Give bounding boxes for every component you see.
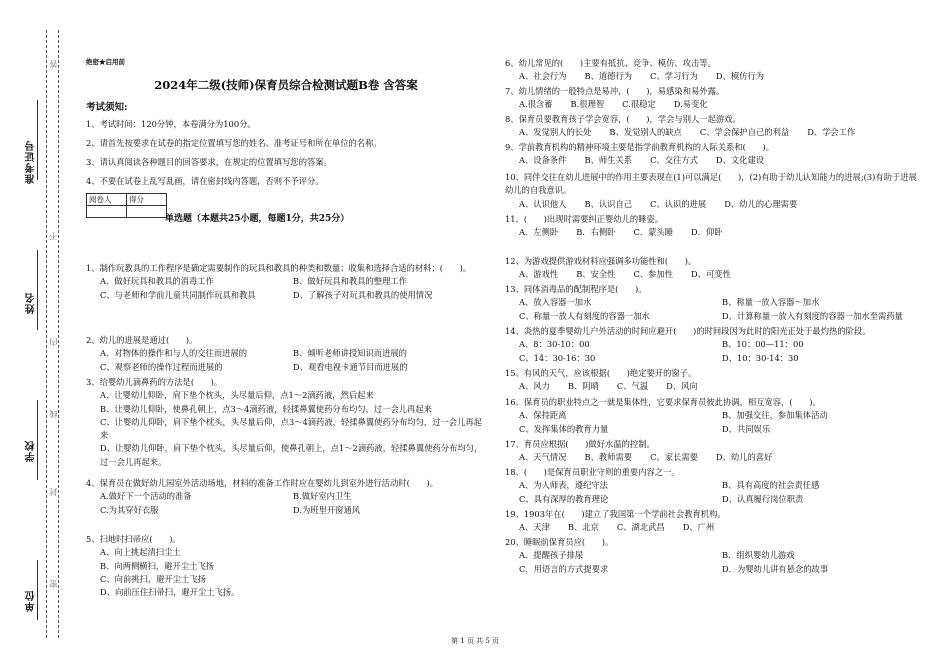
question-stem: 4、保育员在做好幼儿园室外活动场地，材料的准备工作时应在婴幼儿到室外进行活动时( )。 [86,478,438,488]
option[interactable]: B.很理智 [570,99,605,110]
option[interactable]: B、让婴幼儿仰卧，使鼻孔朝上，点3～4滴药液，轻揉鼻翼使药分布均匀，过一会儿再起来 [100,403,432,414]
option[interactable]: C、学习行为 [650,71,698,82]
question-20 [505,536,925,576]
option[interactable]: C、认识的进展 [650,198,707,209]
question-stem: 7、幼儿情绪的一般特点是易冲，( )，易感染和易外露。 [505,86,725,96]
option[interactable]: D、共同娱乐 [722,423,771,434]
option[interactable]: B、认识自己 [584,198,633,209]
question-3 [86,376,486,469]
option[interactable]: D、广州 [682,522,715,533]
question-stem: 5、扫地时扫帚应( )。 [86,534,181,544]
question-stem: 17、育员应根据( )做好水温的控制。 [505,439,655,449]
question-stem: 8、保育员要教育孩子学会宽容，( )，学会与别人一起游戏。 [505,114,741,124]
option[interactable]: D、认真履行岗位职责 [722,493,804,504]
question-11 [505,213,925,240]
option[interactable]: B、具有高度的社会责任感 [722,480,820,491]
question-18 [505,466,925,506]
option[interactable]: A.很含蓄 [519,99,553,110]
question-stem: 12、为游戏提供游戏材料应强调多功能性和( )。 [505,256,697,266]
option[interactable]: B、教师需要 [584,452,633,463]
option[interactable]: A、做好玩具和教具的消毒工作 [100,276,214,287]
option[interactable]: A、发觉别人的长处 [519,127,592,138]
question-10 [505,171,925,211]
option[interactable]: B、师生关系 [584,155,633,166]
option[interactable]: B．右侧卧 [576,227,616,238]
seal-char: 密 [49,580,58,588]
question-9 [505,141,925,168]
option[interactable]: D．仰卧 [691,227,723,238]
option[interactable]: C、具有深厚的教育理论 [519,493,609,504]
score-table [86,193,167,218]
page-footer: 第 1 页 共 5 页 [450,637,500,645]
option[interactable]: C、学会保护自己的利益 [699,127,790,138]
seal-char: 封 [49,488,58,496]
exam-title: 2024年二级(技师)保育员综合检测试题B卷 含答案 [154,78,418,92]
option[interactable]: B、加强交往，参加集体活动 [722,410,828,421]
option[interactable]: A.做好下一个活动的准备 [100,491,192,502]
option[interactable]: A、天津 [519,522,550,533]
option[interactable]: B、阴晴 [567,381,599,392]
option[interactable]: D、让婴幼儿仰卧，肩下垫个枕头，头尽量后仰，使鼻孔朝上，点1～2滴药液，轻揉鼻翼使药分布均匀，过一会儿再起来。 [100,443,483,467]
option[interactable]: A、天气情况 [519,452,567,463]
option[interactable]: C、与老师和学前儿童共同制作玩具和教具 [100,289,256,300]
option[interactable]: B、道德行为 [584,71,633,82]
option[interactable]: A、设备条件 [519,155,567,166]
question-stem: 16、保育员的职业特点之一就是集体性，它要求保育员彼此协调，相互宽容，( )。 [505,397,821,407]
question-stem: 18、( )是保育员职业守则的重要内容之一。 [505,467,680,477]
question-16 [505,396,925,436]
seal-char: 内 [49,338,58,346]
option[interactable]: A、对物体的操作和与人的交往而进展的 [100,348,248,359]
question-stem: 10、同伴交往在幼儿进展中的作用主要表现在(1)可以满足( )，(2)有助于幼儿认知能力的进展;(3)有助于进展幼儿的自我意识。 [505,172,917,196]
option[interactable]: C、湖北武昌 [616,522,665,533]
name-underline [37,250,38,330]
question-stem: 2、幼儿的进展是通过( )。 [86,335,198,345]
notice-item: 3、请认真阅读各种题目的回答要求，在规定的位置填写您的答案。 [86,157,332,167]
option[interactable]: A、社会行为 [519,71,567,82]
option[interactable]: A．提醒孩子排尿 [519,550,584,561]
school-label: 学校 [26,440,37,462]
option[interactable]: D、可变性 [691,269,731,280]
notice-item: 4、不要在试卷上乱写乱画，请在密封线内答题，否则不予评分。 [86,176,324,186]
option[interactable]: C、家长需要 [650,452,698,463]
section-title: 单选题（本题共25小题，每题1分，共25分） [165,214,350,224]
score-blank[interactable] [127,206,167,218]
seal-char: 线 [49,410,58,418]
option[interactable]: A、保持距离 [519,410,567,421]
option[interactable]: C、交往方式 [650,155,698,166]
option[interactable]: B、10：00—11：00 [722,339,804,350]
option[interactable]: D、模仿行为 [715,71,765,82]
notice-item: 1、考试时间：120分钟，本卷满分为100分。 [86,119,256,129]
option[interactable]: B．组织婴幼儿游戏 [722,550,795,561]
option[interactable]: B、做好玩具和教具的整理工作 [293,276,407,287]
option[interactable]: B、安全性 [576,269,616,280]
question-19 [505,508,925,535]
option[interactable]: C、发挥集体的教育力量 [519,423,609,434]
option[interactable]: C、参加性 [633,269,674,280]
option[interactable]: C、让婴幼儿仰卧，肩下垫个枕头，头尽量后仰，点3～4滴药液，轻揉鼻翼使药分布均匀，过一会儿再起来 [100,416,482,441]
option[interactable]: B、称量一放入容器～加水 [722,297,820,308]
option[interactable]: D、10：30-14：30 [722,352,799,363]
question-stem: 15、有风的天气，应该根据( )绝定要开的窗子。 [505,368,697,378]
question-6 [505,57,925,84]
option[interactable]: D、幼儿的喜好 [715,452,773,463]
name-label: 姓名 [26,292,37,314]
option[interactable]: A、放入容器一加水 [519,297,592,308]
option[interactable]: B、发觉别人的缺点 [609,127,682,138]
option[interactable]: C．用语言的方式提要求 [519,563,609,574]
option[interactable]: D.易变化 [673,99,708,110]
question-stem: 11、( )出现时需要纠正婴幼儿的睡姿。 [505,214,664,224]
seal-char: 不 [49,232,58,240]
option[interactable]: D、了解孩子对玩具和教具的使用情况 [293,289,433,300]
option[interactable]: C、向前挑扫，避开尘土飞扬 [100,573,206,584]
question-1 [86,262,486,302]
question-stem: 13、同体消毒品的配制程序是( )。 [505,284,647,294]
option[interactable]: C、观察老师的操作过程而进展的 [100,361,223,372]
question-stem: 9、学前教育机构的精神环境主要是指学前教育机构的人际关系和( )。 [505,142,774,152]
question-stem: 20、睡眠前保育员应( )。 [505,537,614,547]
option[interactable]: B、北京 [567,522,599,533]
question-7 [505,85,925,112]
option[interactable]: B、倾听老师讲授知识而进展的 [293,348,407,359]
option[interactable]: D.为班里开窗通风 [293,504,361,515]
option[interactable]: B.做好室内卫生 [293,491,352,502]
seal-char: 答 [49,60,58,68]
grader-blank[interactable] [87,206,127,218]
question-4 [86,477,486,517]
option[interactable]: A、风力 [519,381,550,392]
option[interactable]: A、8：30-10：00 [519,339,590,350]
option[interactable]: D、向前压住扫帚扫，避开尘土飞扬。 [100,587,240,598]
option[interactable]: A．左侧卧 [519,227,559,238]
question-12 [505,255,925,282]
binding-margin [0,0,70,671]
option[interactable]: D．为婴幼儿讲有悬念的故事 [722,563,829,574]
option[interactable]: C．蒙头睡 [633,227,674,238]
option[interactable]: D、风向 [666,381,698,392]
question-stem: 14、炎热的夏季婴幼儿户外活动的时间应避开( )的时间段因为此时的阳光正处于最灼热的阶段。 [505,326,871,336]
question-8 [505,113,925,140]
option[interactable]: A、向上挑起清扫尘土 [100,547,181,558]
option[interactable]: C.为其穿好衣服 [100,504,159,515]
option[interactable]: A、为人师表，遵纪守法 [519,480,608,491]
question-stem: 6、幼儿常见的( )主要有抵抗、竞争、模仿、攻击等。 [505,58,716,68]
secret-mark: 绝密★启用前 [86,58,125,66]
seal-dashed-line-inner [58,30,59,638]
unit-label: 单位 [26,590,37,612]
question-5 [86,533,486,599]
question-14 [505,325,925,365]
question-13 [505,283,925,323]
ticket-number-label: 准考证号 [26,140,37,184]
notice-heading: 考试须知: [86,102,128,113]
option[interactable]: B、向两侧横扫，避开尘土飞扬 [100,560,214,571]
option[interactable]: C、称量一放人有刻度的容器一加水 [519,310,650,321]
question-15 [505,367,925,394]
option[interactable]: A、游戏性 [519,269,559,280]
score-cell: 得分 [127,194,167,206]
option[interactable]: D、学会工作 [807,127,856,138]
option[interactable]: A、让婴幼儿仰卧，肩下垫个枕头，头尽量后仰，点1～2滴药液，然后起来 [100,390,374,401]
option[interactable]: D、观看电视卡通节目而进展的 [293,361,408,372]
option[interactable]: C、14：30-16：30 [519,352,596,363]
grader-cell: 阅卷人 [87,194,127,206]
option[interactable]: C、气温 [616,381,649,392]
option[interactable]: C.很稳定 [622,99,656,110]
option[interactable]: D、计算称量一放入有刻度的容器一加水至需药量 [722,310,903,321]
question-stem: 1、制作玩教具的工作程序是确定需要制作的玩具和教具的种类和数量；收集和选择合适的材料；( )。 [86,263,472,273]
notice-item: 2、请首先按要求在试卷的指定位置填写您的姓名、准考证号和所在单位的名称。 [86,138,382,148]
question-stem: 19、1903年在( )建立了我国第一个学前社会教育机构。 [505,509,726,519]
option[interactable]: A、认识他人 [519,198,567,209]
question-stem: 3、给婴幼儿滴鼻药的方法是( )。 [86,377,223,387]
option[interactable]: D、幼儿的心理需要 [724,198,798,209]
question-17 [505,438,925,465]
seal-dashed-line [46,30,47,638]
option[interactable]: D、文化建设 [715,155,765,166]
question-2 [86,334,486,374]
